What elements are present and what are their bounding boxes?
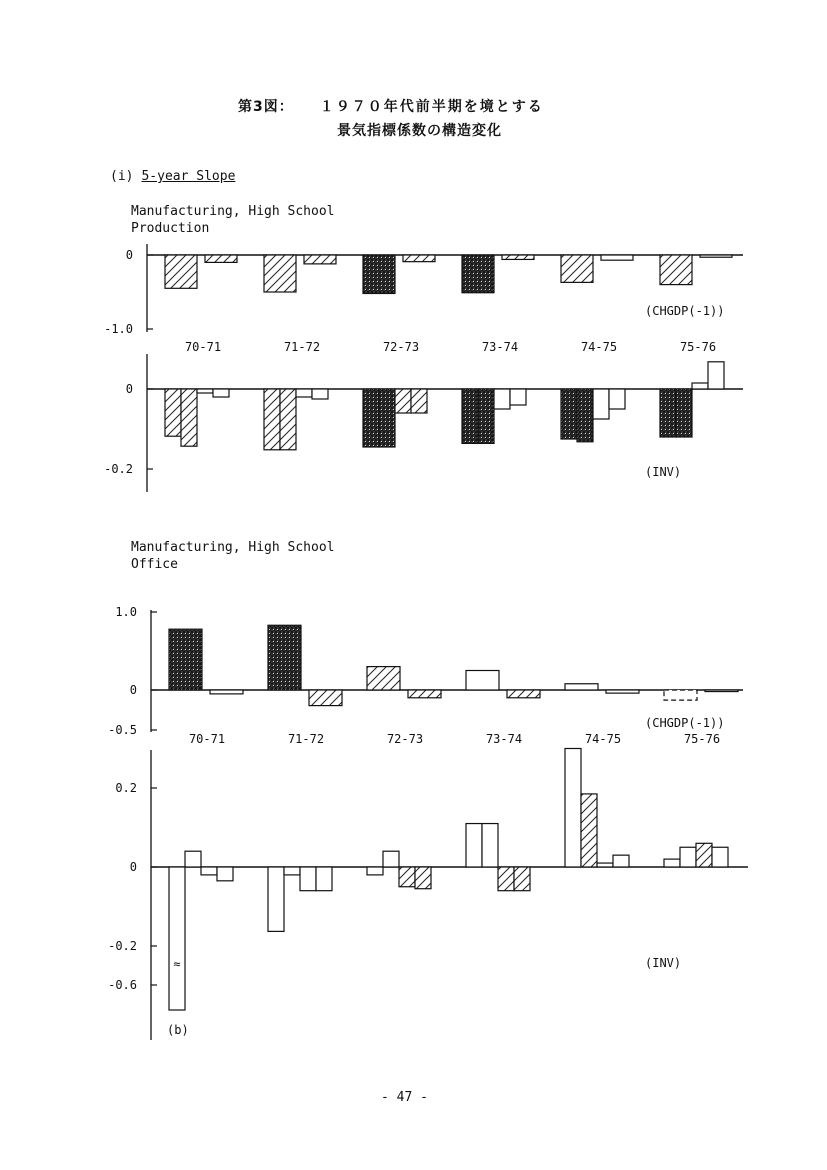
series-annotation: (INV) bbox=[645, 956, 682, 970]
bar bbox=[399, 867, 415, 887]
bar bbox=[705, 690, 738, 692]
y-tick-label: 0 bbox=[129, 860, 137, 874]
bar bbox=[165, 255, 197, 288]
bar bbox=[312, 389, 328, 399]
bar bbox=[264, 255, 296, 292]
bar bbox=[280, 389, 296, 450]
bar bbox=[201, 867, 217, 875]
bar bbox=[613, 855, 629, 867]
bar bbox=[597, 863, 613, 867]
bar bbox=[316, 867, 332, 891]
bar bbox=[304, 255, 336, 264]
y-tick-label: 0.2 bbox=[115, 781, 137, 795]
bar bbox=[205, 255, 237, 262]
chart-prod_inv bbox=[104, 354, 743, 492]
bar bbox=[601, 255, 633, 260]
section-prefix: (i) bbox=[110, 169, 134, 184]
bar bbox=[363, 255, 395, 293]
bar bbox=[466, 671, 499, 691]
bar bbox=[712, 847, 728, 867]
category-label: 75-76 bbox=[679, 340, 717, 354]
bar bbox=[593, 389, 609, 419]
bar bbox=[462, 389, 478, 443]
bar bbox=[185, 851, 201, 867]
bar bbox=[676, 389, 692, 437]
bar bbox=[169, 629, 202, 690]
bar bbox=[494, 389, 510, 409]
bar bbox=[565, 749, 581, 868]
category-label: 71-72 bbox=[287, 732, 325, 746]
bar bbox=[507, 690, 540, 698]
category-label: 73-74 bbox=[481, 340, 519, 354]
bar bbox=[169, 867, 185, 1010]
bar bbox=[581, 794, 597, 867]
bar bbox=[309, 690, 342, 706]
bar bbox=[498, 867, 514, 891]
bar bbox=[415, 867, 431, 889]
bar bbox=[466, 824, 482, 867]
bar bbox=[482, 824, 498, 867]
figure-title-main: １９７０年代前半期を境とする bbox=[319, 99, 544, 115]
bar bbox=[300, 867, 316, 891]
y-tick-label: 0 bbox=[129, 683, 137, 697]
y-tick-label: -0.6 bbox=[108, 978, 137, 992]
bar bbox=[462, 255, 494, 293]
figure-label: 第3図： bbox=[238, 99, 294, 115]
axis-break-mark: ≈ bbox=[173, 957, 181, 971]
category-label: 70-71 bbox=[184, 340, 222, 354]
bar bbox=[363, 389, 379, 447]
bar bbox=[210, 690, 243, 694]
bar bbox=[165, 389, 181, 436]
y-tick-label: 1.0 bbox=[115, 605, 137, 619]
bar bbox=[708, 362, 724, 389]
bar bbox=[217, 867, 233, 881]
bar bbox=[660, 255, 692, 285]
bar bbox=[367, 867, 383, 875]
chart-label-production: Manufacturing, High School Production bbox=[131, 204, 335, 236]
bar bbox=[565, 684, 598, 690]
y-tick-label: -1.0 bbox=[104, 322, 133, 336]
category-label: 70-71 bbox=[188, 732, 226, 746]
section-title: 5-year Slope bbox=[141, 169, 236, 184]
bar bbox=[664, 690, 697, 700]
bar bbox=[609, 389, 625, 409]
bar bbox=[561, 255, 593, 282]
bar bbox=[510, 389, 526, 405]
bar bbox=[268, 625, 301, 690]
y-tick-label: -0.5 bbox=[108, 723, 137, 737]
category-label: 74-75 bbox=[580, 340, 618, 354]
category-label: 72-73 bbox=[386, 732, 424, 746]
chart-group bbox=[104, 244, 748, 1040]
bar bbox=[680, 847, 696, 867]
category-label: 72-73 bbox=[382, 340, 420, 354]
y-tick-label: 0 bbox=[125, 382, 133, 396]
y-tick-label: -0.2 bbox=[104, 462, 133, 476]
series-annotation: (CHGDP(-1)) bbox=[645, 716, 725, 730]
bar bbox=[383, 851, 399, 867]
bar bbox=[577, 389, 593, 442]
y-tick-label: -0.2 bbox=[108, 939, 137, 953]
chart-label-office: Manufacturing, High School Office bbox=[131, 540, 335, 572]
series-annotation: (CHGDP(-1)) bbox=[645, 304, 725, 318]
bar bbox=[696, 843, 712, 867]
bar bbox=[478, 389, 494, 443]
bar bbox=[296, 389, 312, 397]
bar bbox=[692, 383, 708, 389]
category-label: 74-75 bbox=[584, 732, 622, 746]
series-annotation: (INV) bbox=[645, 465, 682, 479]
bar bbox=[660, 389, 676, 437]
chart-office_chgdp bbox=[108, 605, 743, 746]
bar bbox=[213, 389, 229, 397]
y-tick-label: 0 bbox=[125, 248, 133, 262]
bar bbox=[514, 867, 530, 891]
bar bbox=[395, 389, 411, 413]
page-number: - 47 - bbox=[381, 1090, 428, 1105]
chart-prod_chgdp bbox=[104, 244, 743, 354]
bar bbox=[408, 690, 441, 698]
bar bbox=[561, 389, 577, 439]
bar bbox=[197, 389, 213, 393]
bar bbox=[664, 859, 680, 867]
bar bbox=[700, 255, 732, 257]
bar bbox=[268, 867, 284, 931]
figure-title-line2: 景気指標係数の構造変化 bbox=[337, 123, 502, 139]
category-label: 73-74 bbox=[485, 732, 523, 746]
panel-tag: (b) bbox=[167, 1023, 189, 1037]
category-label: 71-72 bbox=[283, 340, 321, 354]
bar bbox=[606, 690, 639, 693]
bar bbox=[264, 389, 280, 450]
bar bbox=[411, 389, 427, 413]
bar bbox=[181, 389, 197, 446]
bar bbox=[284, 867, 300, 875]
bar bbox=[379, 389, 395, 447]
bar bbox=[403, 255, 435, 262]
category-label: 75-76 bbox=[683, 732, 721, 746]
chart-office_inv bbox=[108, 749, 748, 1041]
bar bbox=[367, 667, 400, 690]
bar bbox=[502, 255, 534, 259]
